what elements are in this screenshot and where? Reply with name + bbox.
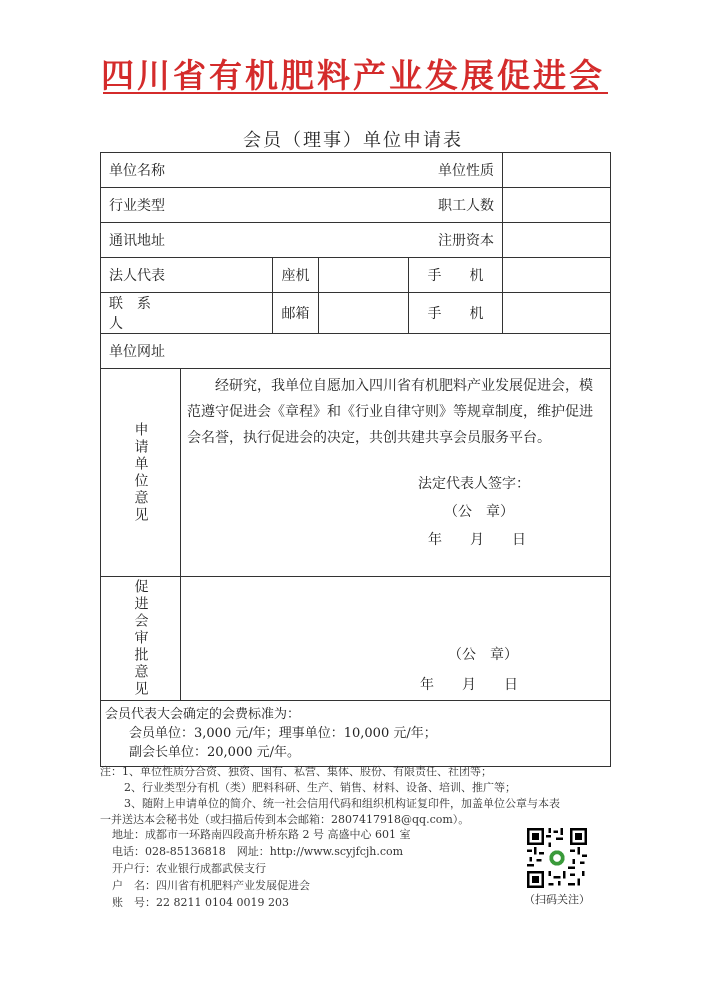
label-staff-count: 职工人数 (409, 188, 503, 223)
form-title: 会员（理事）单位申请表 (243, 130, 463, 151)
signature-label: 法定代表人签字： (418, 476, 531, 492)
application-form (100, 152, 611, 767)
label-unit-name: 单位名称 (101, 153, 181, 188)
applicant-seal: （公 章） (444, 504, 515, 520)
header-divider (103, 92, 608, 94)
approval-date: 年 月 日 (420, 677, 519, 693)
legal-rep-field[interactable] (181, 258, 273, 293)
registered-capital-field[interactable] (503, 223, 611, 258)
label-website: 单位网址 (101, 334, 181, 369)
approval-cell[interactable] (181, 577, 611, 701)
label-mobile-1: 手 机 (409, 258, 503, 293)
landline-field[interactable] (319, 258, 409, 293)
fee-cell (101, 701, 611, 767)
note-2: 2、行业类型分有机（类）肥料科研、生产、销售、材料、设备、培训、推广等； (124, 781, 516, 794)
qr-caption: （扫码关注） (524, 893, 590, 906)
bank-name: 开户行：农业银行成都武侯支行 (112, 862, 266, 875)
qr-code-icon[interactable] (527, 828, 587, 888)
mobile-1-field[interactable] (503, 258, 611, 293)
label-registered-capital: 注册资本 (409, 223, 503, 258)
contact-info (112, 826, 410, 911)
industry-type-field[interactable] (181, 188, 409, 223)
label-industry-type: 行业类型 (101, 188, 181, 223)
website-field[interactable] (181, 334, 611, 369)
contact-address: 地址：成都市一环路南四段高升桥东路 2 号 高盛中心 601 室 (112, 828, 411, 841)
label-contact-person: 联 系 人 (101, 293, 181, 334)
account-number: 账 号：22 8211 0104 0019 203 (112, 896, 289, 909)
staff-count-field[interactable] (503, 188, 611, 223)
applicant-date: 年 月 日 (428, 532, 527, 548)
fee-title: 会员代表大会确定的会费标准为： (105, 707, 301, 722)
label-unit-nature: 单位性质 (409, 153, 503, 188)
fee-line-2: 副会长单位：20,000 元/年。 (129, 745, 300, 760)
label-address: 通讯地址 (101, 223, 181, 258)
mobile-2-field[interactable] (503, 293, 611, 334)
label-landline: 座机 (273, 258, 319, 293)
approval-seal: （公 章） (448, 647, 519, 663)
contact-phone-website: 电话：028-85136818 网址：http://www.scyjfcjh.com (112, 845, 404, 858)
account-name: 户 名：四川省有机肥料产业发展促进会 (112, 879, 310, 892)
approval-label: 促进会审批意见 (132, 579, 149, 698)
email-field[interactable] (319, 293, 409, 334)
opinion-label-cell (101, 369, 181, 577)
note-4: 一并送达本会秘书处（或扫描后传到本会邮箱：2807417918@qq.com）。 (100, 813, 470, 826)
unit-nature-field[interactable] (503, 153, 611, 188)
opinion-label: 申请单位意见 (132, 421, 149, 524)
unit-name-field[interactable] (181, 153, 409, 188)
approval-label-cell (101, 577, 181, 701)
label-legal-rep: 法人代表 (101, 258, 181, 293)
notes (100, 764, 620, 828)
fee-line-1: 会员单位：3,000 元/年；理事单位：10,000 元/年； (129, 726, 437, 741)
label-mobile-2: 手 机 (409, 293, 503, 334)
note-3: 3、随附上申请单位的简介、统一社会信用代码和组织机构证复印件，加盖单位公章与本表 (124, 797, 560, 810)
opinion-cell (181, 369, 611, 577)
contact-person-field[interactable] (181, 293, 273, 334)
address-field[interactable] (181, 223, 409, 258)
label-email: 邮箱 (273, 293, 319, 334)
note-1: 注：1、单位性质分合资、独资、国有、私营、集体、股份、有限责任、社团等； (100, 765, 492, 778)
opinion-text: 经研究，我单位自愿加入四川省有机肥料产业发展促进会，模范遵守促进会《章程》和《行业自律守则》等规章制度，维护促进会名誉，执行促进会的决定，共创共建共享会员服务平台。 (187, 378, 593, 446)
organization-name: 四川省有机肥料产业发展促进会 (101, 56, 605, 95)
